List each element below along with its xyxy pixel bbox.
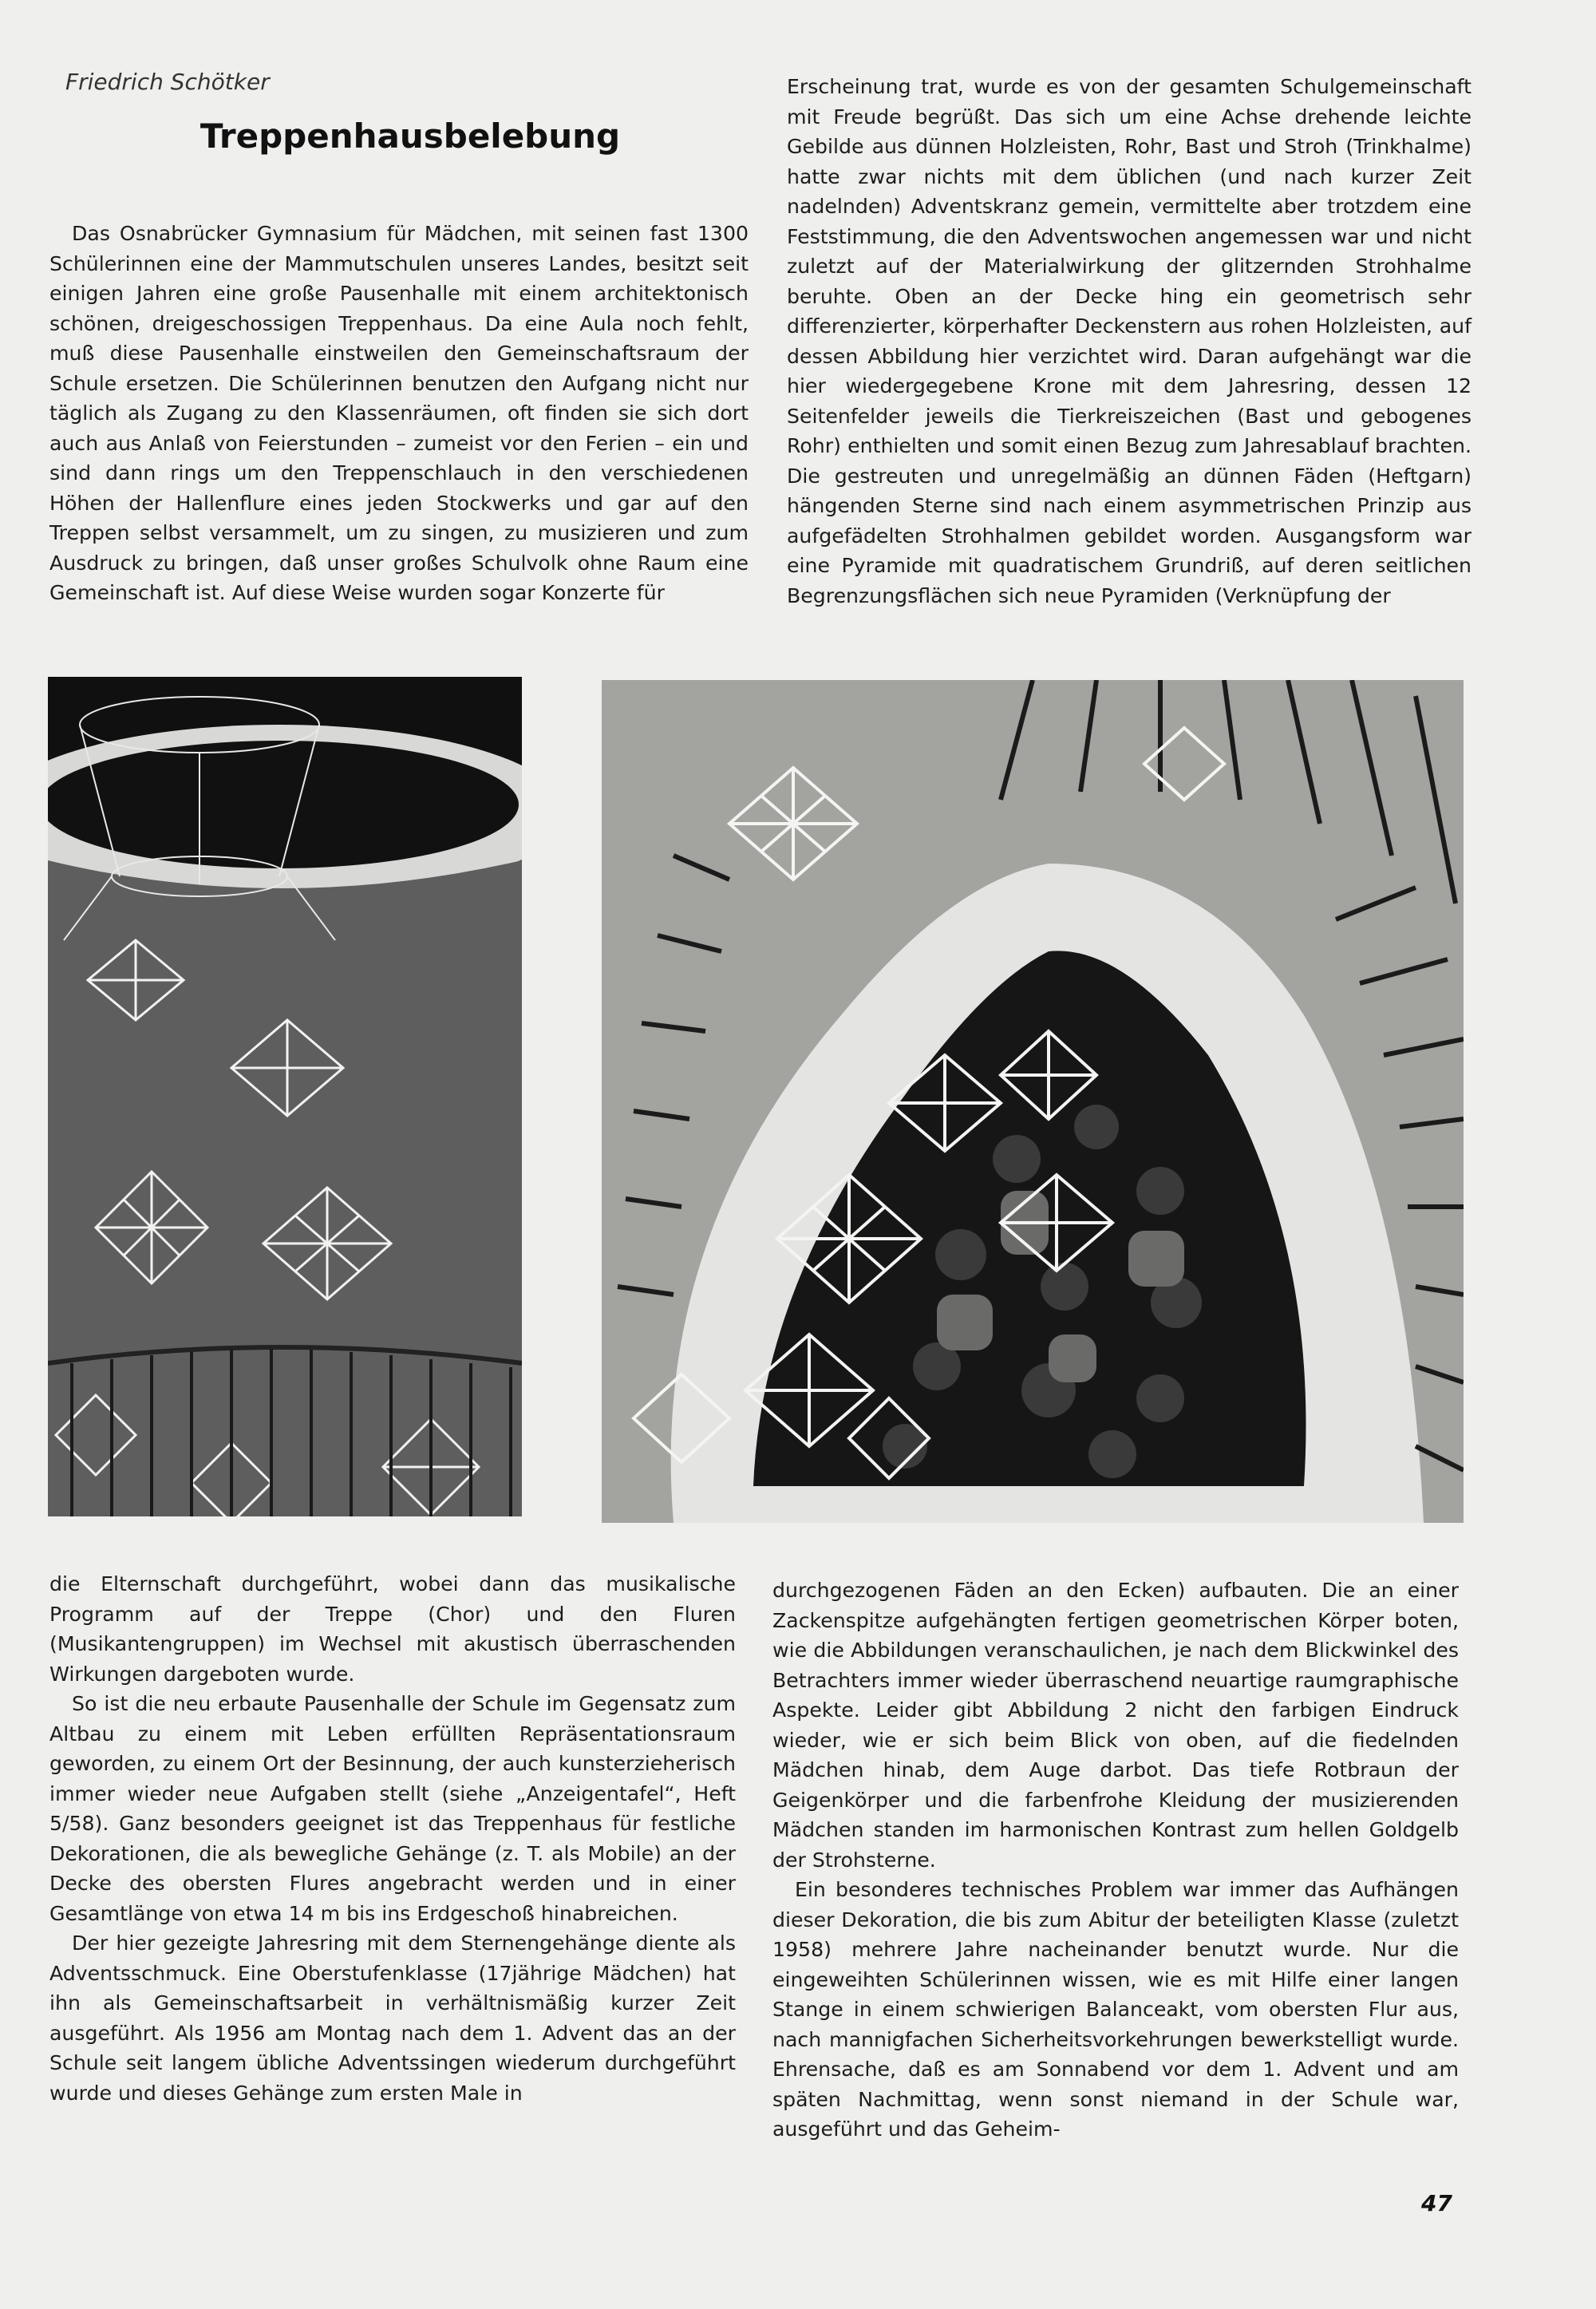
- text-column-4: [772, 1576, 1459, 2145]
- text-column-2: [787, 72, 1472, 611]
- paragraph: Erscheinung trat, wurde es von der gesamten Schulgemeinschaft mit Freude begrüßt. Das sich um eine Achse drehende leichte Gebilde aus dünnen Holzleisten, Rohr, Bast und Stroh (Trinkhalme) hatte zwar nichts mit dem üblichen (und nach kurzer Zeit nadelnden) Adventskranz gemein, vermittelte aber trotzdem eine Feststimmung, die den Adventswochen angemessen war und nicht zuletzt auf der Materialwirkung der glitzernden Strohhalme beruhte. Oben an der Decke hing ein geometrisch sehr differenzierter, körperhafter Deckenstern aus rohen Holzleisten, auf dessen Abbildung hier verzichtet wird. Daran aufgehängt war die hier wiedergegebene Krone mit dem Jahresring, dessen 12 Seitenfelder jeweils die Tierkreiszeichen (Bast und gebogenes Rohr) enthielten und somit einen Bezug zum Jahresablauf brachten. Die gestreuten und unregelmäßig an dünnen Fäden (Heftgarn) hängenden Sterne sind nach einem asymmetrischen Prinzip aus aufgefädelten Strohhalmen gebildet worden. Ausgangsform war eine Pyramide mit quadratischem Grundriß, auf deren seitlichen Begrenzungsflächen sich neue Pyramiden (Verknüpfung der: [787, 75, 1472, 607]
- paragraph: So ist die neu erbaute Pausenhalle der Schule im Gegensatz zum Altbau zu einem mit Leben erfüllten Repräsentationsraum geworden, zu einem Ort der Besinnung, der auch kunsterzieherisch immer wieder neue Aufgaben stellt (siehe „Anzeigentafel“, Heft 5/58). Ganz besonders geeignet ist das Treppenhaus für festliche Dekorationen, die als bewegliche Gehänge (z. T. als Mobile) an der Decke des obersten Flures angebracht werden und in einer Gesamtlänge von etwa 14 m bis ins Erdgeschoß hinabreichen.: [49, 1692, 736, 1925]
- text-column-3: [49, 1569, 736, 2108]
- text-column-1: [49, 219, 749, 608]
- paragraph: die Elternschaft durchgeführt, wobei dann das musikalische Programm auf der Treppe (Chor) und den Fluren (Musikantengruppen) im Wechsel mit akustisch überraschenden Wirkungen dargeboten wurde.: [49, 1572, 736, 1686]
- paragraph: Der hier gezeigte Jahresring mit dem Sternengehänge diente als Adventsschmuck. Eine Oberstufenklasse (17jährige Mädchen) hat ihn als Gemeinschaftsarbeit in verhältnismäßig kurzer Zeit ausgeführt. Als 1956 am Montag nach dem 1. Advent das an der Schule seit langem übliche Adventssingen wiederum durchgeführt wurde und dieses Gehänge zum ersten Male in: [49, 1931, 736, 2105]
- musicians-photo-illustration: [602, 680, 1464, 1523]
- photo-musicians-from-above: [602, 680, 1464, 1523]
- page-number: 47: [1421, 2190, 1452, 2216]
- ceiling-photo-illustration: [48, 677, 522, 1516]
- photo-stairwell-ceiling-stars: [48, 677, 522, 1516]
- paragraph: Ein besonderes technisches Problem war immer das Aufhängen dieser Dekoration, die bis zum Abitur der beteiligten Klasse (zuletzt 1958) mehrere Jahre nacheinander benutzt wurde. Nur die eingeweihten Schülerinnen wissen, wie es mit Hilfe einer langen Stange in einem schwierigen Balanceakt, vom obersten Flur aus, nach mannigfachen Sicherheitsvorkehrungen bewerkstelligt wurde. Ehrensache, daß es am Sonnabend vor dem 1. Advent und am späten Nachmittag, wenn sonst niemand in der Schule war, ausgeführt und das Geheim-: [772, 1878, 1459, 2141]
- paragraph: Das Osnabrücker Gymnasium für Mädchen, mit seinen fast 1300 Schülerinnen eine der Mammutschulen unseres Landes, besitzt seit einigen Jahren eine große Pausenhalle mit einem architektonisch schönen, dreigeschossigen Treppenhaus. Da eine Aula noch fehlt, muß diese Pausenhalle einstweilen den Gemeinschaftsraum der Schule ersetzen. Die Schülerinnen benutzen den Aufgang nicht nur täglich als Zugang zu den Klassenräumen, oft finden sie sich dort auch aus Anlaß von Feierstunden – zumeist vor den Ferien – ein und sind dann rings um den Treppenschlauch in den verschiedenen Höhen der Hallenflure eines jeden Stockwerks und gar auf den Treppen selbst versammelt, um zu singen, zu musizieren und zum Ausdruck zu bringen, daß unser großes Schulvolk ohne Raum eine Gemeinschaft ist. Auf diese Weise wurden sogar Konzerte für: [49, 222, 749, 604]
- author-name: Friedrich Schötker: [65, 69, 270, 95]
- article-title: Treppenhausbelebung: [200, 117, 621, 156]
- paragraph: durchgezogenen Fäden an den Ecken) aufbauten. Die an einer Zackenspitze aufgehängten fertigen geometrischen Körper boten, wie die Abbildungen veranschaulichen, je nach dem Blickwinkel des Betrachters immer wieder überraschend neuartige raumgraphische Aspekte. Leider gibt Abbildung 2 nicht den farbigen Eindruck wieder, wie er sich beim Blick von oben, auf die fiedelnden Mädchen hinab, dem Auge darbot. Das tiefe Rotbraun der Geigenkörper und die farbenfrohe Kleidung der musizierenden Mädchen standen im harmonischen Kontrast zum hellen Goldgelb der Strohsterne.: [772, 1579, 1459, 1872]
